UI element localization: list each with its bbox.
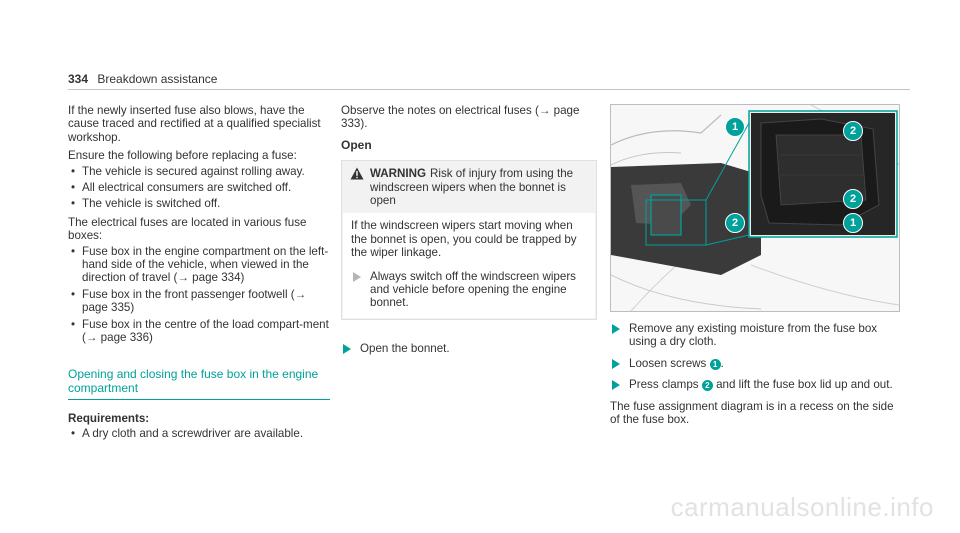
warning-text: If the windscreen wipers start moving when the bonnet is open, you could be trapped by the wiper linkage. [351,219,577,260]
warning-action [351,270,587,310]
header-divider [68,89,910,90]
warning-box [341,160,597,320]
warning-body [343,213,595,317]
instruction-step [341,342,597,355]
list-item: • Fuse box in the centre of the load compart-ment (→ page 336) [68,318,330,345]
callout-screw-1: 1 [725,117,745,137]
paragraph: If the newly inserted fuse also blows, have the cause traced and rectified at a qualified specialist workshop. [68,104,321,144]
list-item: • All electrical consumers are switched off. [68,181,330,194]
warning-action-text: Always switch off the windscreen wipers and vehicle before opening the engine bonnet. [370,269,576,310]
instruction-step [610,357,898,370]
warning-triangle-icon [350,167,364,180]
column-2 [341,104,597,363]
engine-compartment-figure [610,104,900,312]
warning-title: Risk of injury from using the windscreen wipers when the bonnet is open [370,167,574,208]
warning-title-block [370,167,588,207]
list-item: • The vehicle is switched off. [68,197,330,210]
page-header [68,72,217,86]
paragraph: Observe the notes on electrical fuses (→ page 333). [341,104,580,131]
watermark: carmanualsonline.info [670,492,934,522]
step-arrow-icon [353,272,361,282]
list-item: • Fuse box in the front passenger footwell (→ page 335) [68,288,330,315]
paragraph: The fuse assignment diagram is in a recess on the side of the fuse box. [610,399,894,427]
callout-clamp-2: 2 [843,121,863,141]
clamp-number-badge: 2 [702,380,713,391]
list-item: • Fuse box in the engine compartment on the left-hand side of the vehicle, when viewed in the direction of travel (→ page 334) [68,245,330,285]
step-arrow-icon [612,380,620,390]
section-heading: Opening and closing the fuse box in the engine compartment [68,367,330,400]
list-item: • A dry cloth and a screwdriver are available. [68,427,330,440]
list-item: • The vehicle is secured against rolling away. [68,165,330,178]
column-3 [610,322,898,431]
screw-number-badge: 1 [710,359,721,370]
step-text: Open the bonnet. [360,341,450,355]
warning-header [342,161,596,213]
paragraph: The electrical fuses are located in various fuse boxes: [68,215,307,243]
section-title: Breakdown assistance [97,72,218,86]
location-list [68,245,330,345]
callout-clamp-2: 2 [843,189,863,209]
paragraph: Ensure the following before replacing a fuse: [68,149,297,163]
requirements-list [68,427,330,440]
step-arrow-icon [612,359,620,369]
callout-clamp-2: 2 [725,213,745,233]
step-text [629,357,724,370]
check-list [68,165,330,211]
step-text: Remove any existing moisture from the fuse box using a dry cloth. [629,322,878,349]
requirements-heading: Requirements: [68,411,150,425]
page-number: 334 [68,72,89,86]
column-1 [68,104,330,445]
step-text-part: . [720,356,724,370]
subheading-open: Open [341,137,372,152]
step-text-part: Press clamps [629,378,699,392]
instruction-step [610,322,898,349]
instruction-step [610,378,898,391]
step-arrow-icon [612,324,620,334]
warning-label: WARNING [370,167,427,181]
step-text-part: Loosen screws [629,356,707,370]
step-arrow-icon [343,344,351,354]
step-text-part: and lift the fuse box lid up and out. [716,378,893,392]
step-text [629,378,893,391]
callout-screw-1: 1 [843,213,863,233]
